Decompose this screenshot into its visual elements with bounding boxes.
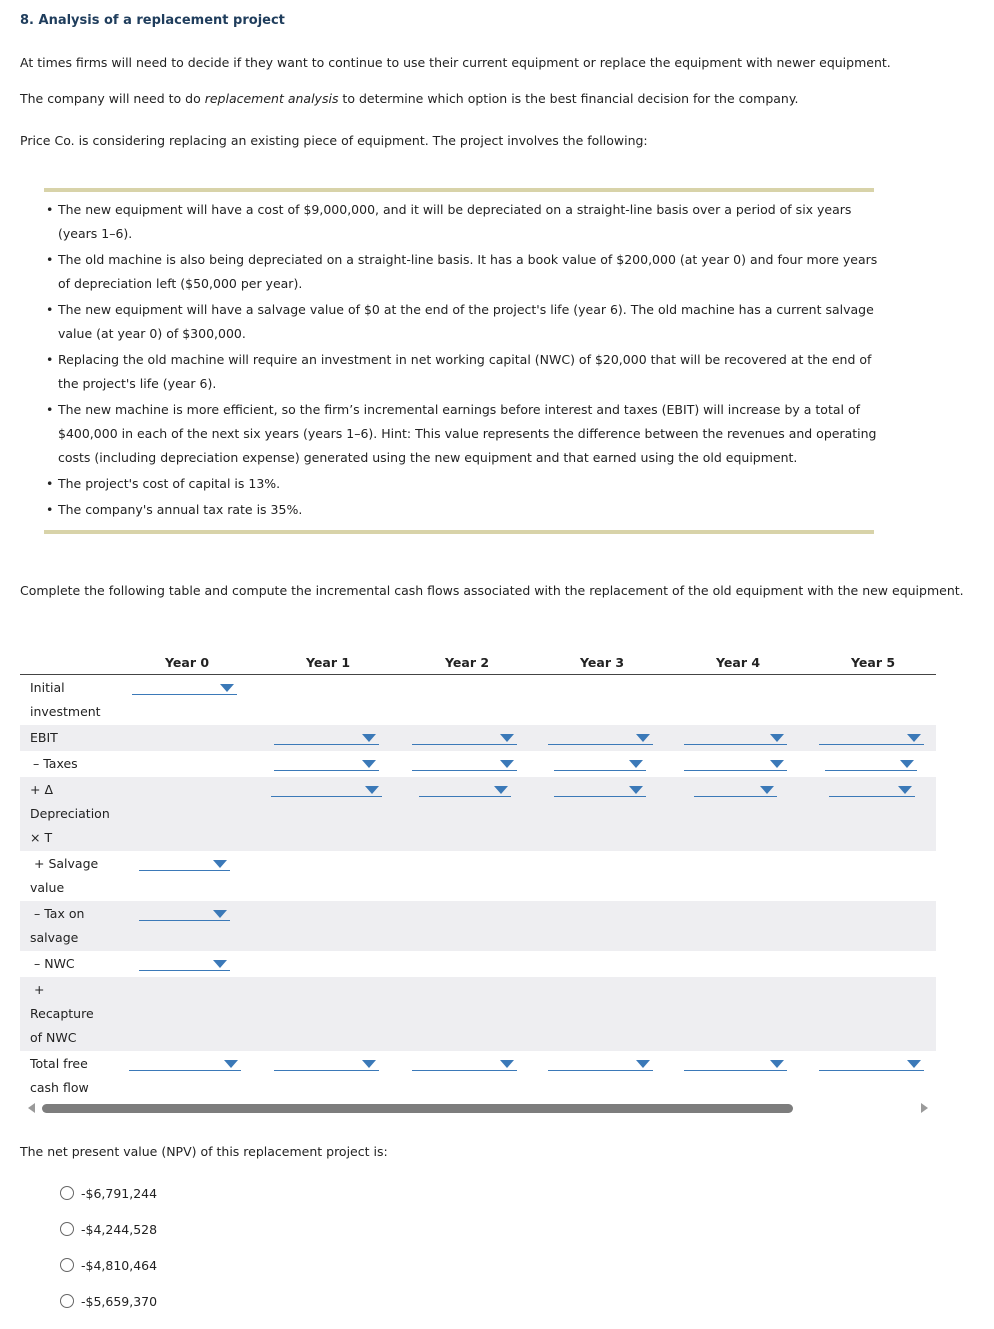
label-nwc xyxy=(34,952,75,976)
table-instruction: Complete the following table and compute the incremental cash flows associated with the replacement of the old equipment with the new equipment. xyxy=(20,583,964,598)
chevron-down-icon xyxy=(770,734,784,742)
depreciation-tax-year3-dropdown[interactable] xyxy=(554,786,646,797)
chevron-down-icon xyxy=(636,1060,650,1068)
salvage-year0-dropdown[interactable] xyxy=(139,860,230,871)
chevron-down-icon xyxy=(629,786,643,794)
depreciation-tax-year1-dropdown[interactable] xyxy=(271,786,382,797)
chevron-down-icon xyxy=(362,734,376,742)
header-year-5: Year 5 xyxy=(851,655,896,670)
intro-p2-emphasis: replacement analysis xyxy=(204,91,339,106)
chevron-down-icon xyxy=(900,760,914,768)
label-line: value xyxy=(30,880,65,895)
label-salvage xyxy=(30,852,98,900)
bullet-box-bottom-rule xyxy=(44,530,874,534)
initial-investment-year0-dropdown[interactable] xyxy=(132,684,237,695)
label-line: Initial xyxy=(30,680,65,695)
label-ebit xyxy=(30,726,58,750)
label-line: Recapture xyxy=(30,1006,94,1021)
chevron-down-icon xyxy=(500,1060,514,1068)
intro-paragraph-2 xyxy=(20,91,798,106)
nwc-year0-dropdown[interactable] xyxy=(139,960,230,971)
fact-item: • Replacing the old machine will require an investment in net working capital (NWC) of $20,000 that will be recovered at the end of the project's life (year 6). xyxy=(58,348,888,396)
chevron-down-icon xyxy=(500,760,514,768)
label-line: + xyxy=(34,982,45,997)
chevron-down-icon xyxy=(907,1060,921,1068)
chevron-down-icon xyxy=(213,860,227,868)
label-depreciation xyxy=(30,778,110,850)
intro-p2-text-1: The company will need to do xyxy=(20,91,205,106)
taxes-year4-dropdown[interactable] xyxy=(684,760,787,771)
horizontal-scrollbar-thumb[interactable] xyxy=(42,1104,793,1113)
chevron-down-icon xyxy=(760,786,774,794)
npv-option-2-radio[interactable] xyxy=(60,1222,74,1236)
project-facts-list xyxy=(44,198,888,524)
ebit-year2-dropdown[interactable] xyxy=(412,734,517,745)
npv-question: The net present value (NPV) of this replacement project is: xyxy=(20,1144,388,1159)
label-line: Total free xyxy=(30,1056,88,1071)
label-line: × T xyxy=(30,830,53,845)
npv-option-4-radio[interactable] xyxy=(60,1294,74,1308)
fact-item: • The old machine is also being depreciated on a straight-line basis. It has a book value of $200,000 (at year 0) and four more years of depreciation left ($50,000 per year). xyxy=(58,248,888,296)
header-divider xyxy=(20,674,936,675)
label-line: + Salvage xyxy=(34,856,99,871)
npv-option-2-label[interactable]: -$4,244,528 xyxy=(81,1222,158,1237)
row-band-recapture xyxy=(20,977,936,1051)
label-recapture-nwc xyxy=(30,978,94,1050)
label-line: cash flow xyxy=(30,1080,89,1095)
chevron-down-icon xyxy=(494,786,508,794)
intro-p2-text-2: to determine which option is the best financial decision for the company. xyxy=(338,91,799,106)
chevron-down-icon xyxy=(365,786,379,794)
chevron-down-icon xyxy=(220,684,234,692)
total-fcf-year4-dropdown[interactable] xyxy=(684,1060,787,1071)
fact-item: • The new equipment will have a salvage value of $0 at the end of the project's life (year 6). The old machine has a current salvage value (at year 0) of $300,000. xyxy=(58,298,888,346)
chevron-down-icon xyxy=(770,1060,784,1068)
npv-option-1-label[interactable]: -$6,791,244 xyxy=(81,1186,158,1201)
label-line: – NWC xyxy=(34,956,75,971)
depreciation-tax-year2-dropdown[interactable] xyxy=(419,786,511,797)
total-fcf-year3-dropdown[interactable] xyxy=(548,1060,653,1071)
header-year-1: Year 1 xyxy=(306,655,351,670)
label-tax-on-salvage xyxy=(30,902,84,950)
ebit-year3-dropdown[interactable] xyxy=(548,734,653,745)
ebit-year5-dropdown[interactable] xyxy=(819,734,924,745)
fact-item: • The company's annual tax rate is 35%. xyxy=(58,498,888,522)
tax-on-salvage-year0-dropdown[interactable] xyxy=(139,910,230,921)
header-year-2: Year 2 xyxy=(445,655,490,670)
chevron-down-icon xyxy=(362,760,376,768)
fact-item: • The project's cost of capital is 13%. xyxy=(58,472,888,496)
npv-option-3-radio[interactable] xyxy=(60,1258,74,1272)
chevron-down-icon xyxy=(362,1060,376,1068)
label-line: investment xyxy=(30,704,101,719)
scroll-right-arrow-icon[interactable] xyxy=(921,1103,928,1113)
chevron-down-icon xyxy=(629,760,643,768)
total-fcf-year0-dropdown[interactable] xyxy=(129,1060,241,1071)
chevron-down-icon xyxy=(213,960,227,968)
label-taxes xyxy=(33,752,78,776)
chevron-down-icon xyxy=(636,734,650,742)
chevron-down-icon xyxy=(770,760,784,768)
total-fcf-year1-dropdown[interactable] xyxy=(274,1060,379,1071)
page-title: 8. Analysis of a replacement project xyxy=(20,13,285,28)
depreciation-tax-year4-dropdown[interactable] xyxy=(694,786,777,797)
taxes-year1-dropdown[interactable] xyxy=(274,760,379,771)
fact-item: • The new equipment will have a cost of $9,000,000, and it will be depreciated on a straight-line basis over a period of six years (years 1–6). xyxy=(58,198,888,246)
header-year-4: Year 4 xyxy=(716,655,761,670)
label-line: Depreciation xyxy=(30,806,110,821)
label-line: salvage xyxy=(30,930,79,945)
label-line: + Δ xyxy=(30,782,53,797)
taxes-year5-dropdown[interactable] xyxy=(825,760,917,771)
ebit-year4-dropdown[interactable] xyxy=(684,734,787,745)
label-line: EBIT xyxy=(30,730,58,745)
npv-option-3-label[interactable]: -$4,810,464 xyxy=(81,1258,158,1273)
chevron-down-icon xyxy=(213,910,227,918)
npv-option-1-radio[interactable] xyxy=(60,1186,74,1200)
total-fcf-year2-dropdown[interactable] xyxy=(412,1060,517,1071)
label-line: – Tax on xyxy=(34,906,85,921)
ebit-year1-dropdown[interactable] xyxy=(274,734,379,745)
taxes-year2-dropdown[interactable] xyxy=(412,760,517,771)
chevron-down-icon xyxy=(907,734,921,742)
header-year-3: Year 3 xyxy=(580,655,625,670)
label-initial-investment xyxy=(30,676,101,724)
npv-option-4-label[interactable]: -$5,659,370 xyxy=(81,1294,158,1309)
total-fcf-year5-dropdown[interactable] xyxy=(819,1060,924,1071)
intro-paragraph-3: Price Co. is considering replacing an existing piece of equipment. The project involves the following: xyxy=(20,133,648,148)
fact-item: • The new machine is more efficient, so the firm’s incremental earnings before interest and taxes (EBIT) will increase by a total of $400,000 in each of the next six years (years 1–6). Hint: This value represents the difference between the revenues and operating costs (including depreciation expense) generated using the new equipment and that earned using the old equipment. xyxy=(58,398,888,470)
scroll-left-arrow-icon[interactable] xyxy=(28,1103,35,1113)
taxes-year3-dropdown[interactable] xyxy=(554,760,646,771)
chevron-down-icon xyxy=(224,1060,238,1068)
bullet-box-top-rule xyxy=(44,188,874,192)
intro-paragraph-1: At times firms will need to decide if they want to continue to use their current equipment or replace the equipment with newer equipment. xyxy=(20,55,891,70)
depreciation-tax-year5-dropdown[interactable] xyxy=(829,786,915,797)
label-line: of NWC xyxy=(30,1030,77,1045)
label-total-free-cash-flow xyxy=(30,1052,89,1100)
row-band-tax-salvage xyxy=(20,901,936,951)
header-year-0: Year 0 xyxy=(165,655,210,670)
label-line: – Taxes xyxy=(33,756,78,771)
chevron-down-icon xyxy=(500,734,514,742)
chevron-down-icon xyxy=(898,786,912,794)
